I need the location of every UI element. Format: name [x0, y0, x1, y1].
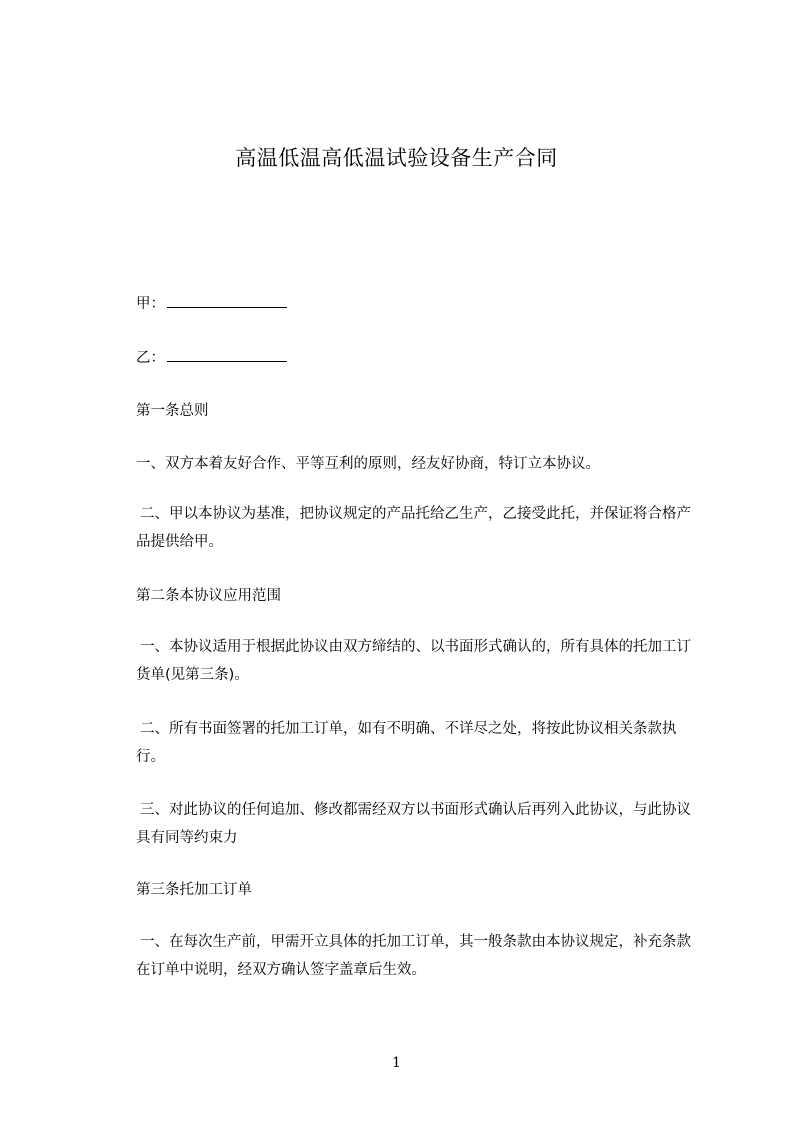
party-a-label: 甲：: [136, 296, 165, 312]
party-b-label: 乙：: [136, 350, 165, 366]
article-3-para-1: 一、在每次生产前，甲需开立具体的托加工订单，其一般条款由本协议规定，补充条款在订单中说明，经双方确认签字盖章后生效。: [136, 934, 691, 978]
article-2-heading: 第二条本协议应用范围: [136, 588, 281, 604]
article-1-heading: 第一条总则: [136, 403, 209, 419]
page-number: 1: [392, 1055, 401, 1071]
party-a-line: [136, 292, 287, 313]
party-b-line: [136, 346, 287, 367]
party-a-blank: [167, 293, 287, 308]
document-title: 高温低温高低温试验设备生产合同: [235, 146, 558, 170]
article-1-para-2: 二、甲以本协议为基准，把协议规定的产品托给乙生产，乙接受此托，并保证将合格产品提供给甲。: [136, 506, 691, 550]
article-2-para-3: 三、对此协议的任何追加、修改都需经双方以书面形式确认后再列入此协议，与此协议具有同等约束力: [136, 802, 691, 846]
party-b-blank: [167, 347, 287, 362]
article-2-para-1: 一、本协议适用于根据此协议由双方缔结的、以书面形式确认的，所有具体的托加工订货单(见第三条)。: [136, 639, 691, 683]
article-3-heading: 第三条托加工订单: [136, 882, 252, 898]
article-1-para-1: 一、双方本着友好合作、平等互利的原则，经友好协商，特订立本协议。: [136, 456, 600, 472]
article-2-para-2: 二、所有书面签署的托加工订单，如有不明确、不详尽之处，将按此协议相关条款执行。: [136, 721, 677, 765]
